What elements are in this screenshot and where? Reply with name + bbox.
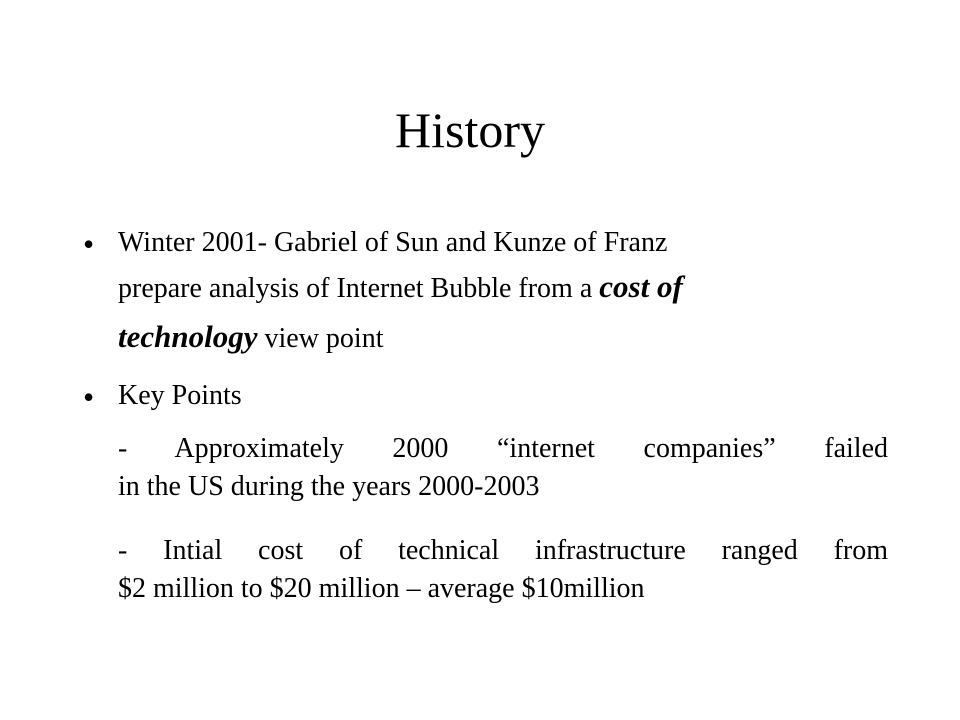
sub-point-2	[118, 532, 888, 608]
bullet-2-label: Key Points	[118, 380, 242, 411]
emphasis-technology: technology	[118, 319, 258, 354]
emphasis-cost-of: cost of	[599, 269, 683, 304]
bullet-1-line-1: Winter 2001- Gabriel of Sun and Kunze of Franz	[118, 227, 668, 258]
bullet-marker: •	[83, 379, 95, 415]
bullet-1-line-3	[118, 316, 384, 360]
sub-point-1-line-2: in the US during the years 2000-2003	[118, 471, 540, 502]
bullet-1-line-2	[118, 266, 683, 310]
bullet-1-line-3-text: view point	[257, 323, 384, 354]
sub-point-2-line-2: $2 million to $20 million – average $10million	[118, 573, 645, 604]
slide-title: History	[395, 102, 545, 158]
sub-point-1	[118, 430, 888, 506]
bullet-1-line-2-text: prepare analysis of Internet Bubble from a	[118, 273, 600, 304]
sub-point-2-line-1: - Intial cost of technical infrastructure ranged from	[118, 535, 888, 566]
sub-point-1-line-1: - Approximately 2000 “internet companies” failed	[118, 433, 888, 464]
bullet-marker: •	[83, 226, 95, 262]
